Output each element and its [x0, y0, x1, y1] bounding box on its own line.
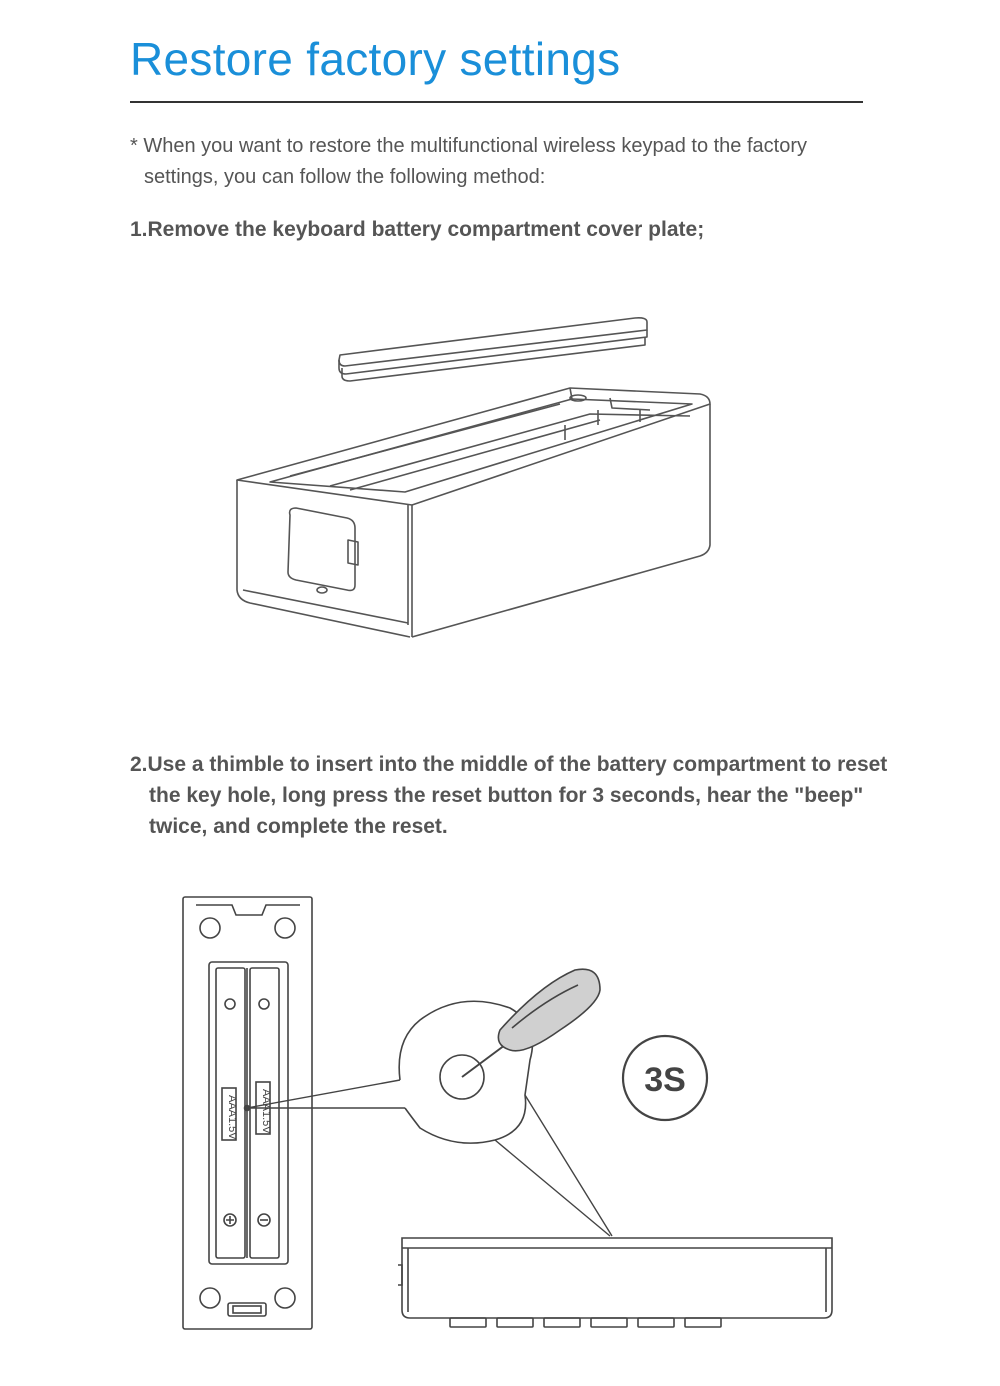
duration-badge-label: 3S — [644, 1061, 686, 1099]
keypad-side-view — [398, 1238, 832, 1327]
thimble-tool — [462, 969, 600, 1077]
title-divider — [130, 101, 863, 103]
keypad-back-view — [183, 897, 312, 1329]
reset-procedure-illustration — [0, 880, 1000, 1386]
keypad-body — [237, 388, 710, 637]
battery-cover-plate — [339, 318, 647, 381]
page-title: Restore factory settings — [130, 33, 621, 85]
battery-label-left: AAA1.5V — [226, 1095, 238, 1140]
intro-note: * When you want to restore the multifunctional wireless keypad to the factory settings, you can follow the following method: — [130, 135, 808, 188]
battery-cover-removal-illustration — [0, 300, 1000, 650]
step-2-text: 2.Use a thimble to insert into the middle of the battery compartment to reset the key hole, long press the reset button for 3 seconds, hear the "beep" twice, and complete the reset. — [130, 753, 888, 838]
step-1-text: 1.Remove the keyboard battery compartment cover plate; — [130, 218, 705, 241]
battery-label-right: AAA1.5V — [260, 1089, 272, 1134]
